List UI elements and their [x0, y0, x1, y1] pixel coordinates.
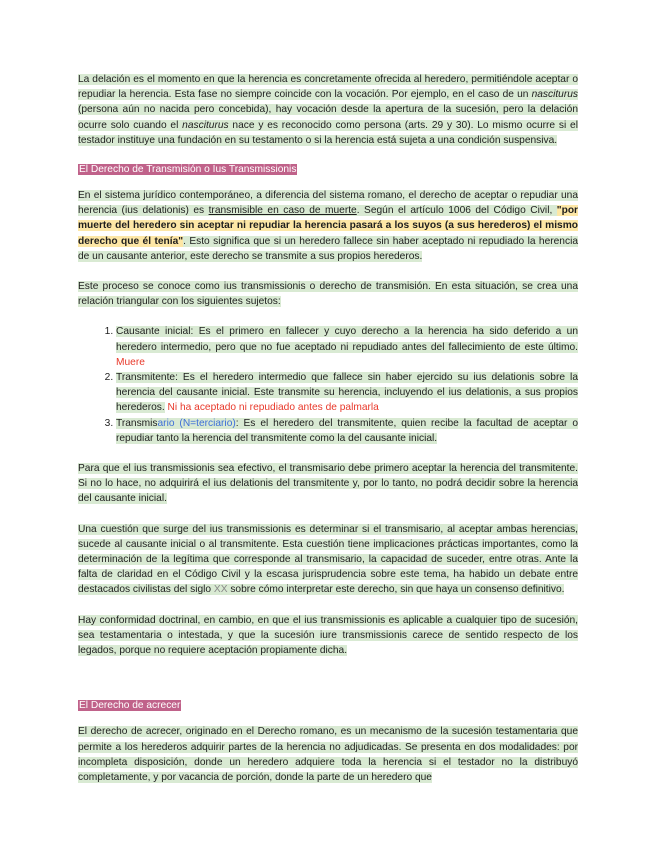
p1-text-e: nace y es reconocido como persona (arts. 29 y 30). Lo mismo ocurre si el testador instituye una fundación en su testamento o si la herencia está sujeta a una condición suspensiva. — [78, 119, 578, 146]
p4-text: Para que el ius transmissionis sea efectivo, el transmisario debe primero aceptar la herencia del transmitente. Si no lo hace, no adquirirá el ius delationis del transmitente y, por lo tanto, no podrá decidir sobre la herencia del causante inicial. — [78, 463, 578, 505]
paragraph-delacion — [78, 72, 578, 148]
note-terciario: ario (N=terciario) — [157, 417, 236, 429]
p1-text-b: nasciturus — [531, 89, 578, 101]
p1-text-c: (persona aún no nacida pero concebida), hay vocación desde la apertura de la sucesión, pero la delación ocurre solo cuando el — [78, 104, 578, 131]
document-page — [78, 72, 578, 800]
heading-derecho-acrecer: El Derecho de acrecer — [79, 700, 181, 712]
p2-underlined: transmisible en caso de muerte — [208, 205, 357, 217]
heading-ius-transmissionis: El Derecho de Transmisión o Ius Transmissionis — [79, 164, 297, 176]
p1-text-a: La delación es el momento en que la herencia es concretamente ofrecida al heredero, permitiéndole aceptar o repudiar la herencia. Esta fase no siempre coincide con la vocación. Por ejemplo, en el caso de un — [78, 74, 578, 101]
p2-text-a: En el sistema jurídico contemporáneo, a diferencia del sistema romano, el derecho de aceptar o repudiar una herencia (ius delationis) es — [78, 190, 578, 217]
p7-text: El derecho de acrecer, originado en el Derecho romano, es un mecanismo de la sucesión testamentaria que permite a los herederos adquirir partes de la herencia no adjudicadas. Se presenta en dos modalidades: por incompleta disposición, donde un heredero adquiere toda la herencia si el testador no la distribuyó completamente, y por vacancia de porción, donde la parte de un heredero que — [78, 726, 578, 783]
p2-quote: "por muerte del heredero sin aceptar ni repudiar la herencia pasará a los suyos (a sus herederos) el mismo derecho que él tenía" — [78, 205, 579, 247]
note-palmarla: Ni ha aceptado ni repudiado antes de palmarla — [164, 402, 379, 414]
sujetos-list — [78, 324, 578, 446]
p3-text: Este proceso se conoce como ius transmissionis o derecho de transmisión. En esta situación, se crea una relación triangular con los siguientes sujetos: — [78, 281, 578, 308]
section-spacer — [78, 673, 578, 699]
list-item-transmisario: 3. Transmisario (N=terciario): Es el heredero del transmitente, quien recibe la facultad de aceptar o repudiar tanto la herencia del transmitente como la del causante inicial. — [116, 416, 578, 446]
p5-text-c: sobre cómo interpretar este derecho, sin que haya un consenso definitivo. — [227, 584, 565, 596]
p2-text-c: . Según el artículo 1006 del Código Civil, — [356, 205, 557, 217]
paragraph-cuestion — [78, 522, 578, 598]
paragraph-conformidad — [78, 613, 578, 659]
paragraph-acrecer — [78, 724, 578, 785]
p2-text-e: . Esto significa que si un heredero fallece sin haber aceptado ni repudiado la herencia de un causante anterior, este derecho se transmite a sus propios herederos. — [78, 235, 578, 262]
p6-text: Hay conformidad doctrinal, en cambio, en que el ius transmissionis es aplicable a cualquier tipo de sucesión, sea testamentaria o intestada, y que la sucesión iure transmissionis carece de sentido respecto de los legados, porque no requiere aceptación propiamente dicha. — [78, 614, 578, 657]
p5-siglo: XX — [213, 584, 228, 596]
note-muere: Muere — [116, 356, 145, 368]
list-item-transmitente: 2. Transmitente: Es el heredero intermedio que fallece sin haber ejercido su ius delationis sobre la herencia del causante inicial. Este transmite su herencia, incluyendo el ius delationis, a sus propios herederos. Ni ha aceptado ni repudiado antes de palmarla — [116, 370, 578, 416]
p5-text-a: Una cuestión que surge del ius transmissionis es determinar si el transmisario, al aceptar ambas herencias, sucede al causante inicial o al transmitente. Esta cuestión tiene implicaciones prácticas importantes, como la determinación de la legítima que corresponde al transmisario, la capacidad de suceder, entre otras. Ante la falta de claridad en el Código Civil y la escasa jurisprudencia sobre este tema, ha habido un debate entre destacados civilistas del siglo — [78, 523, 578, 596]
p1-text-d: nasciturus — [182, 119, 229, 131]
paragraph-relacion-triangular — [78, 279, 578, 309]
paragraph-efectividad — [78, 461, 578, 507]
paragraph-transmision — [78, 188, 578, 264]
list-item-causante: 1. Causante inicial: Es el primero en fallecer y cuyo derecho a la herencia ha sido deferido a un heredero intermedio, pero que no fue aceptado ni repudiado antes del fallecimiento de este último. Muere — [116, 324, 578, 370]
